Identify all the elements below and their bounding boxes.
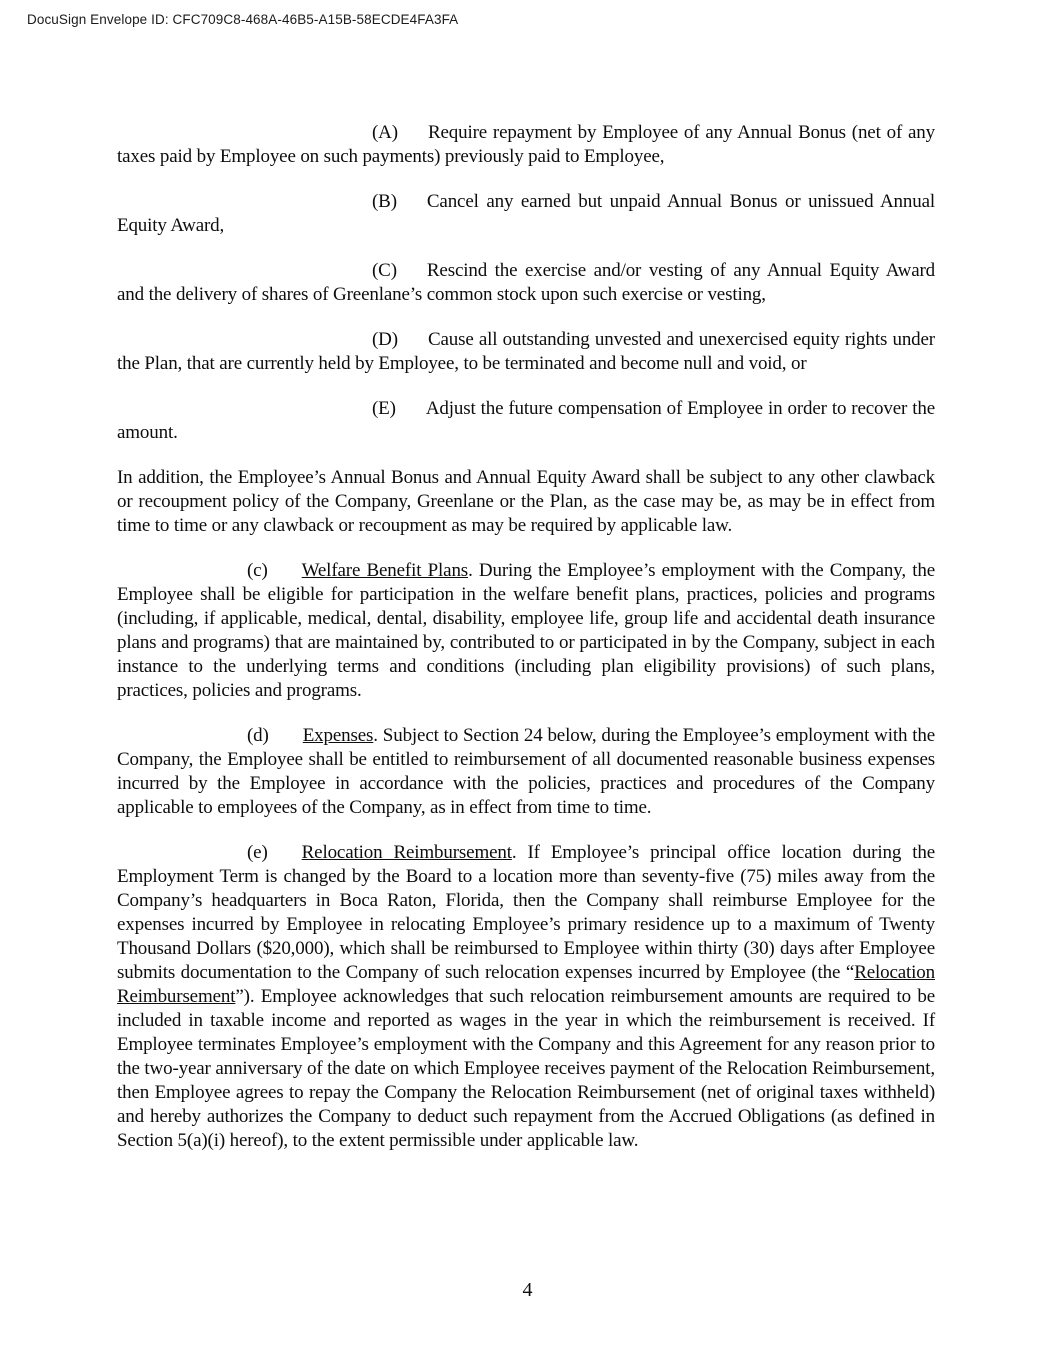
section-paragraph-expenses <box>117 724 935 820</box>
clause-text-c: Rescind the exercise and/or vesting of any Annual Equity Award and the delivery of shares of Greenlane’s common stock upon such exercise or vesting, <box>117 260 935 305</box>
clause-text-e: Adjust the future compensation of Employee in order to recover the amount. <box>117 398 935 443</box>
section-text-welfare: During the Employee’s employment with the Company, the Employee shall be eligible for participation in the welfare benefit plans, practices, policies and programs (including, if applicable, medical, dental, disability, employee life, group life and accidental death insurance plans and programs) that are maintained by, contributed to or participated in by the Company, subject in each instance to the underlying terms and conditions (including plan eligibility provisions) of such plans, practices, policies and programs. <box>117 560 936 701</box>
section-separator: . <box>373 725 383 746</box>
clause-text-d: Cause all outstanding unvested and unexercised equity rights under the Plan, that are currently held by Employee, to be terminated and become null and void, or <box>117 329 935 374</box>
addition-paragraph: In addition, the Employee’s Annual Bonus and Annual Equity Award shall be subject to any other clawback or recoupment policy of the Company, Greenlane or the Plan, as the case may be, as may be in effect from time to time or any clawback or recoupment as may be required by applicable law. <box>117 467 935 536</box>
section-heading-expenses: Expenses <box>302 725 374 746</box>
clause-label-a: (A) <box>372 122 398 143</box>
clause-paragraph-a <box>117 121 935 169</box>
clause-paragraph-c <box>117 259 935 307</box>
clause-label-b: (B) <box>372 191 397 212</box>
clause-label-e: (E) <box>372 398 396 419</box>
section-text-relocation-after-term: ”). Employee acknowledges that such relocation reimbursement amounts are required to be included in taxable income and reported as wages in the year in which the reimbursement is received. If Employee terminates Employee’s employment with the Company and this Agreement for any reason prior to the two-year anniversary of the date on which Employee receives payment of the Relocation Reimbursement, then Employee agrees to repay the Company the Relocation Reimbursement (net of original taxes withheld) and hereby authorizes the Company to deduct such repayment from the Accrued Obligations (as defined in Section 5(a)(i) hereof), to the extent permissible under applicable law. <box>117 986 935 1151</box>
section-label-relocation: (e) <box>247 842 268 863</box>
section-text-expenses: Subject to Section 24 below, during the Employee’s employment with the Company, the Employee shall be entitled to reimbursement of all documented reasonable business expenses incurred by the Employee in accordance with the policies, practices and procedures of the Company applicable to employees of the Company, as in effect from time to time. <box>117 725 936 818</box>
document-body <box>117 121 935 1174</box>
section-heading-welfare: Welfare Benefit Plans <box>301 560 469 581</box>
section-label-expenses: (d) <box>247 725 269 746</box>
section-label-welfare: (c) <box>247 560 268 581</box>
clause-label-c: (C) <box>372 260 397 281</box>
page-number: 4 <box>522 1279 533 1301</box>
section-heading-relocation: Relocation Reimbursement <box>301 842 512 863</box>
section-paragraph-welfare <box>117 559 935 703</box>
section-text-relocation-before-term: If Employee’s principal office location during the Employment Term is changed by the Board to a location more than seventy-five (75) miles away from the Company’s headquarters in Boca Raton, Florida, then the Company shall reimburse Employee for the expenses incurred by Employee in relocating Employee’s primary residence up to a maximum of Twenty Thousand Dollars ($20,000), which shall be reimbursed to Employee within thirty (30) days after Employee submits documentation to the Company of such relocation expenses incurred by Employee (the “ <box>117 842 935 983</box>
section-paragraph-relocation <box>117 841 935 1153</box>
clause-text-a: Require repayment by Employee of any Annual Bonus (net of any taxes paid by Employee on such payments) previously paid to Employee, <box>117 122 935 167</box>
defined-term-relocation-reimbursement: Relocation Reimbursement <box>117 962 935 1007</box>
clause-text-b: Cancel any earned but unpaid Annual Bonus or unissued Annual Equity Award, <box>117 191 935 236</box>
section-separator: . <box>468 560 479 581</box>
clause-label-d: (D) <box>372 329 398 350</box>
docusign-envelope-id: DocuSign Envelope ID: CFC709C8-468A-46B5-A15B-58ECDE4FA3FA <box>27 12 459 27</box>
section-separator: . <box>511 842 528 863</box>
clause-paragraph-b <box>117 190 935 238</box>
clause-paragraph-d <box>117 328 935 376</box>
clause-paragraph-e <box>117 397 935 445</box>
